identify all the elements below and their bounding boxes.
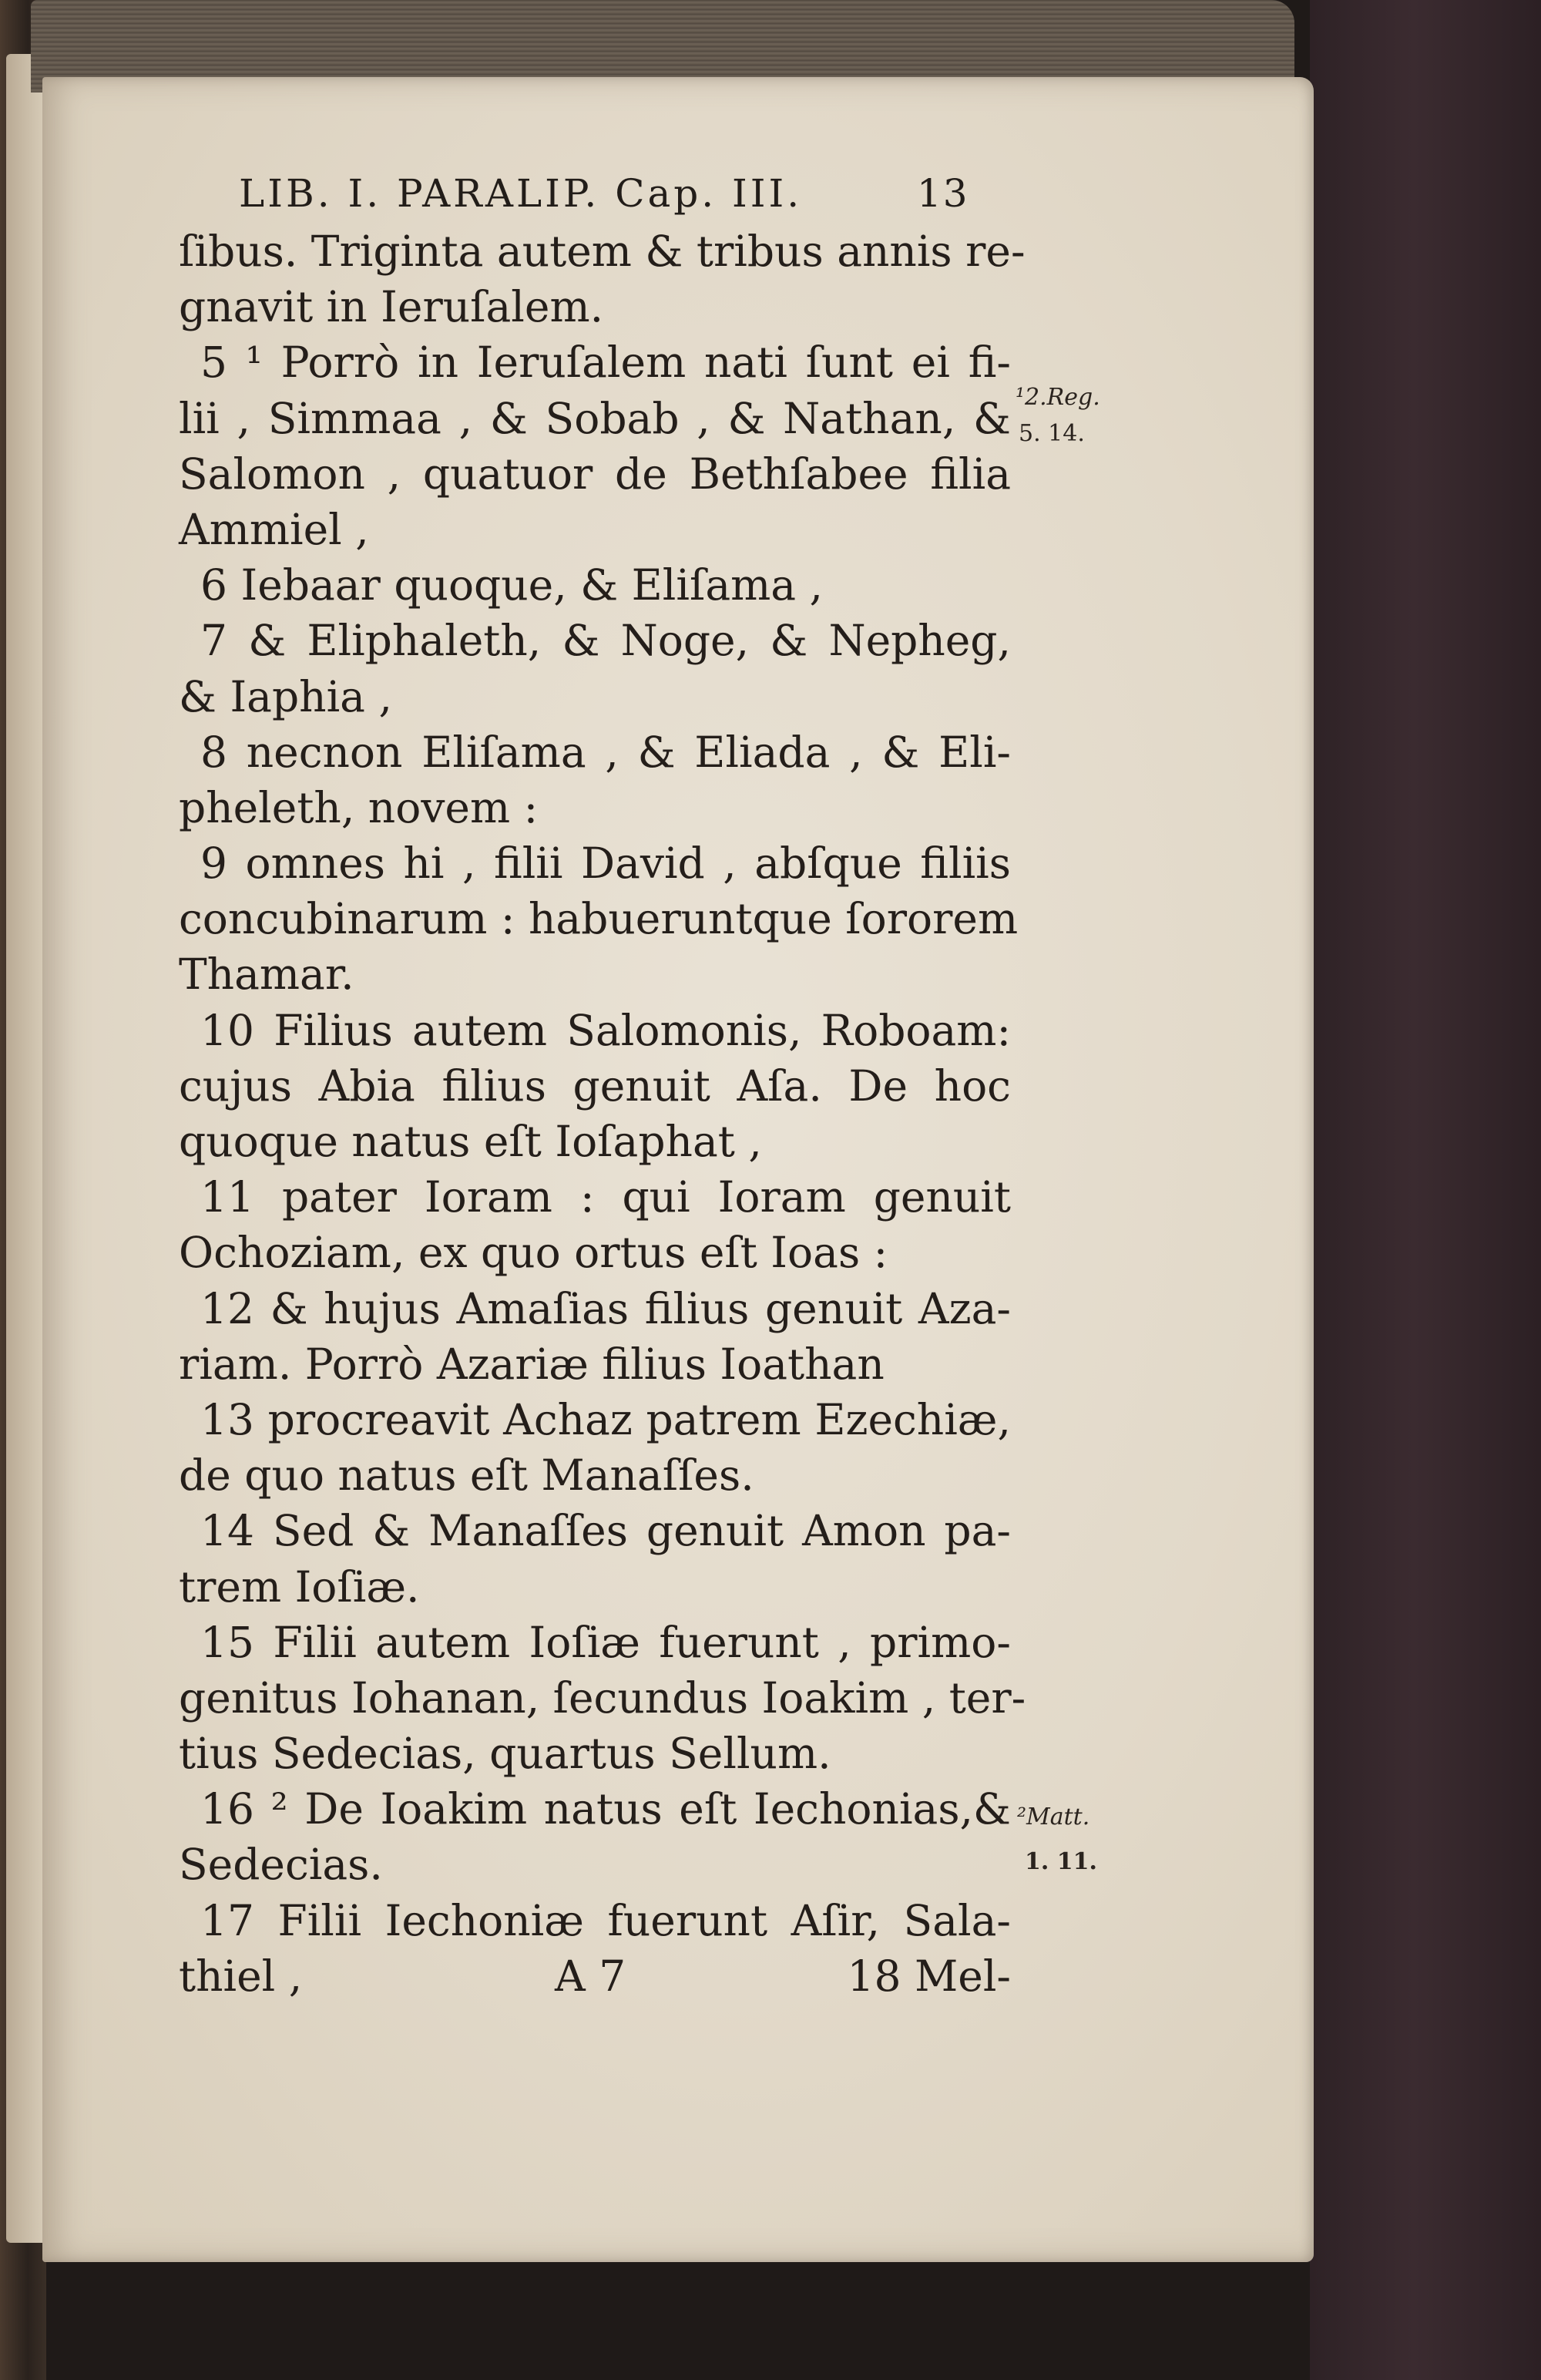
text-line: trem Ioſiæ. [179, 1561, 420, 1612]
text-line: concubinarum : habueruntque ſororem [179, 894, 1019, 944]
marginal-note: 5. 14. [1019, 420, 1085, 447]
text-line: 8 necnon Eliſama , & Eliada , & Eli- [200, 727, 1011, 777]
text-line: Sedecias. [179, 1840, 383, 1890]
text-line: 11 pater Ioram : qui Ioram genuit [200, 1172, 1011, 1222]
running-header [239, 171, 1009, 225]
text-line: 6 Iebaar quoque, & Eliſama , [200, 560, 824, 610]
text-line: Salomon , quatuor de Bethſabee filia [179, 449, 1011, 499]
text-line: 9 omnes hi , filii David , abſque filiis [200, 839, 1011, 889]
text-line: 14 Sed & Manaſſes genuit Amon pa- [200, 1506, 1011, 1556]
text-line: 5 ¹ Porrò in Ieruſalem nati ſunt ei fi- [200, 338, 1011, 388]
text-line: 13 procreavit Achaz patrem Ezechiæ, [200, 1394, 1011, 1444]
text-line: Ochoziam, ex quo ortus eſt Ioas : [179, 1228, 888, 1278]
previous-page-edge [6, 54, 45, 2243]
marginal-note: ²Matt. [1017, 1803, 1090, 1830]
text-line: riam. Porrò Azariæ filius Ioathan [179, 1339, 885, 1389]
body-text [179, 224, 1026, 2004]
text-line: gnavit in Ieruſalem. [179, 282, 604, 332]
text-line: 10 Filius autem Salomonis, Roboam: [200, 1005, 1011, 1055]
text-line: 17 Filii Iechoniæ fuerunt Aſir, Sala- [200, 1895, 1011, 1945]
text-line: 16 ² De Ioakim natus eſt Iechonias,& [200, 1784, 1011, 1834]
text-line: Thamar. [179, 950, 354, 1000]
text-line: ſibus. Triginta autem & tribus annis re- [179, 227, 1026, 276]
page-number: 13 [917, 171, 969, 216]
text-line: 15 Filii autem Ioſiæ fuerunt , primo- [200, 1617, 1011, 1667]
text-line: genitus Iohanan, ſecundus Ioakim , ter- [179, 1672, 1026, 1723]
text-line: & Iaphia , [179, 671, 392, 721]
text-line: tius Sedecias, quartus Sellum. [179, 1729, 831, 1779]
final-line [179, 1948, 1011, 2004]
text-line: quoque natus eſt Ioſaphat , [179, 1117, 762, 1166]
text-line: lii , Simmaa , & Sobab , & Nathan, & [179, 393, 1011, 443]
final-line-text: thiel , [179, 1951, 303, 2001]
text-line: pheleth, novem : [179, 782, 539, 832]
marginal-note: ¹2.Reg. [1016, 384, 1100, 411]
text-line: 12 & hujus Amaſias filius genuit Aza- [200, 1283, 1011, 1333]
running-title: LIB. I. PARALIP. Cap. III. [239, 171, 803, 216]
background-right [1310, 0, 1541, 2380]
text-line: cujus Abia filius genuit Aſa. De hoc [179, 1061, 1011, 1111]
catchword: 18 Mel- [847, 1951, 1011, 2001]
text-line: de quo natus eſt Manaſſes. [179, 1451, 754, 1501]
text-line: Ammiel , [179, 504, 369, 554]
signature-mark: A 7 [555, 1951, 626, 2001]
text-line: 7 & Eliphaleth, & Noge, & Nepheg, [200, 616, 1011, 666]
marginal-note: 1. 11. [1025, 1848, 1097, 1875]
